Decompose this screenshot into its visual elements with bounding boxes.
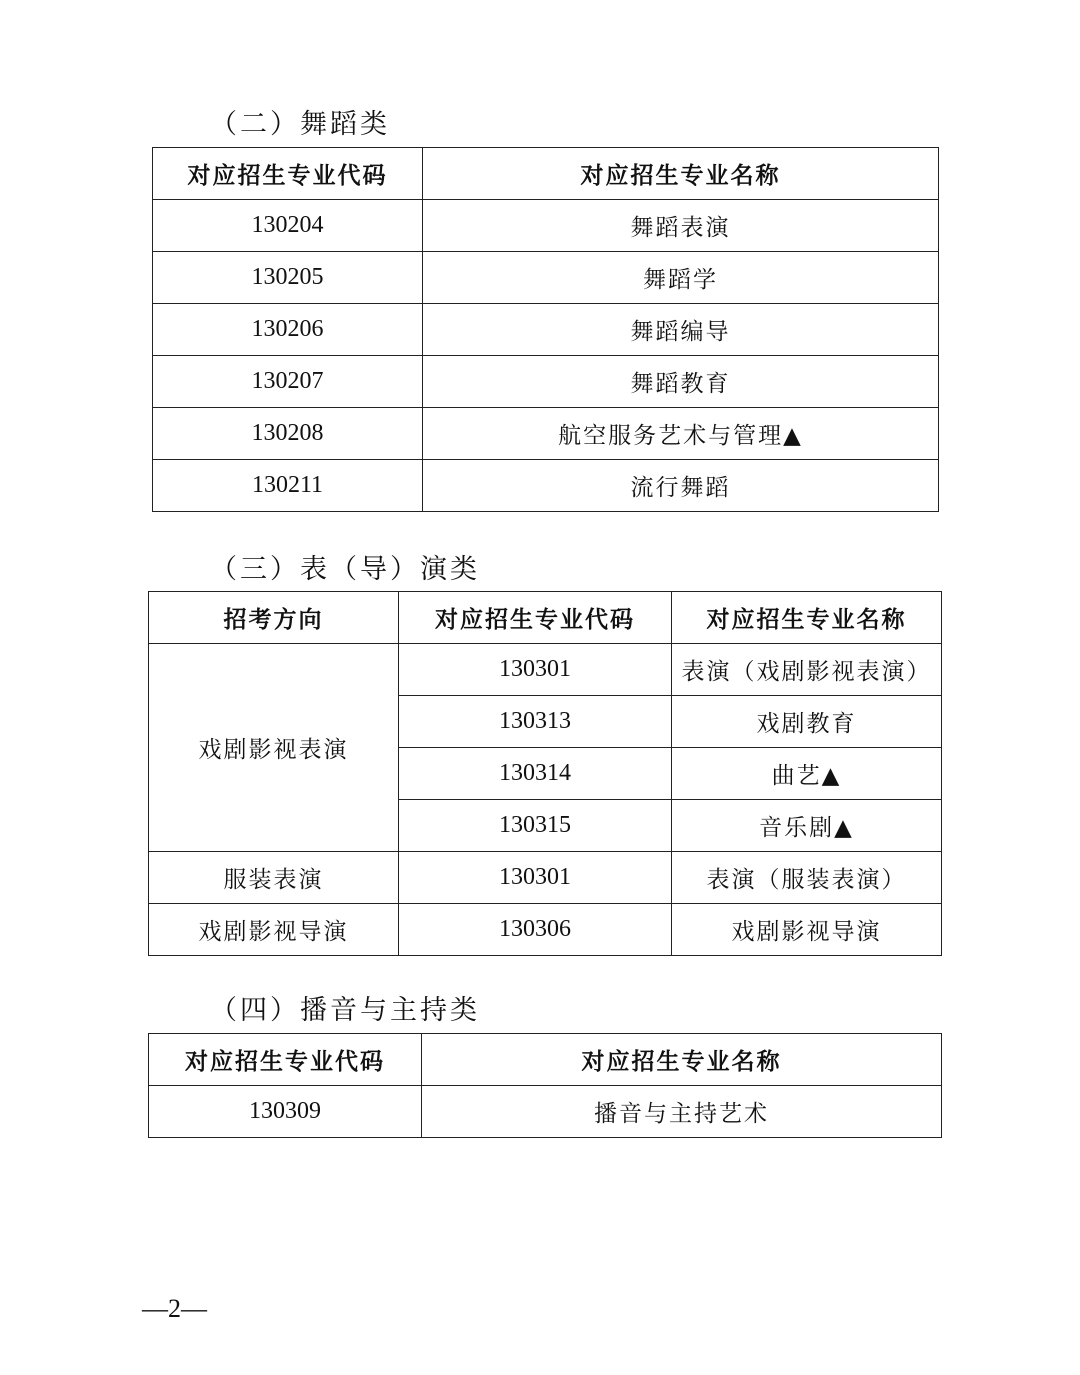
column-header-code: 对应招生专业代码 bbox=[153, 148, 423, 200]
major-code: 130306 bbox=[399, 904, 672, 956]
table-header-row bbox=[149, 592, 942, 644]
major-name: 戏剧影视导演 bbox=[672, 904, 942, 956]
major-name: 航空服务艺术与管理▲ bbox=[423, 408, 939, 460]
dance-table bbox=[152, 147, 939, 512]
major-name: 曲艺▲ bbox=[672, 748, 942, 800]
broadcast-table bbox=[148, 1033, 942, 1138]
major-name: 舞蹈教育 bbox=[423, 356, 939, 408]
exam-direction: 服装表演 bbox=[149, 852, 399, 904]
major-code: 130208 bbox=[153, 408, 423, 460]
table-row bbox=[149, 904, 942, 956]
major-name: 表演（服装表演） bbox=[672, 852, 942, 904]
table-row bbox=[153, 200, 939, 252]
major-name: 舞蹈表演 bbox=[423, 200, 939, 252]
performance-section-title: （三）表（导）演类 bbox=[210, 554, 480, 585]
major-code: 130207 bbox=[153, 356, 423, 408]
table-row bbox=[149, 644, 942, 696]
performance-table bbox=[148, 591, 942, 956]
table-row bbox=[149, 1086, 942, 1138]
major-name: 戏剧教育 bbox=[672, 696, 942, 748]
column-header-code: 对应招生专业代码 bbox=[149, 1034, 422, 1086]
major-code: 130309 bbox=[149, 1086, 422, 1138]
dance-section-title: （二）舞蹈类 bbox=[210, 109, 390, 140]
exam-direction: 戏剧影视表演 bbox=[149, 644, 399, 852]
column-header-direction: 招考方向 bbox=[149, 592, 399, 644]
table-row bbox=[153, 304, 939, 356]
column-header-name: 对应招生专业名称 bbox=[423, 148, 939, 200]
table-row bbox=[153, 408, 939, 460]
broadcast-section-title: （四）播音与主持类 bbox=[210, 995, 480, 1026]
column-header-code: 对应招生专业代码 bbox=[399, 592, 672, 644]
major-code: 130301 bbox=[399, 852, 672, 904]
column-header-name: 对应招生专业名称 bbox=[672, 592, 942, 644]
table-row bbox=[153, 460, 939, 512]
major-code: 130313 bbox=[399, 696, 672, 748]
table-header-row bbox=[149, 1034, 942, 1086]
major-name: 音乐剧▲ bbox=[672, 800, 942, 852]
table-row bbox=[149, 852, 942, 904]
major-code: 130301 bbox=[399, 644, 672, 696]
major-code: 130205 bbox=[153, 252, 423, 304]
major-name: 舞蹈学 bbox=[423, 252, 939, 304]
major-code: 130314 bbox=[399, 748, 672, 800]
table-row bbox=[153, 356, 939, 408]
major-name: 舞蹈编导 bbox=[423, 304, 939, 356]
major-code: 130211 bbox=[153, 460, 423, 512]
page-number: —2— bbox=[142, 1294, 207, 1323]
major-code: 130206 bbox=[153, 304, 423, 356]
major-name: 流行舞蹈 bbox=[423, 460, 939, 512]
major-name: 播音与主持艺术 bbox=[422, 1086, 942, 1138]
exam-direction: 戏剧影视导演 bbox=[149, 904, 399, 956]
table-row bbox=[153, 252, 939, 304]
major-code: 130204 bbox=[153, 200, 423, 252]
column-header-name: 对应招生专业名称 bbox=[422, 1034, 942, 1086]
major-name: 表演（戏剧影视表演） bbox=[672, 644, 942, 696]
major-code: 130315 bbox=[399, 800, 672, 852]
table-header-row bbox=[153, 148, 939, 200]
